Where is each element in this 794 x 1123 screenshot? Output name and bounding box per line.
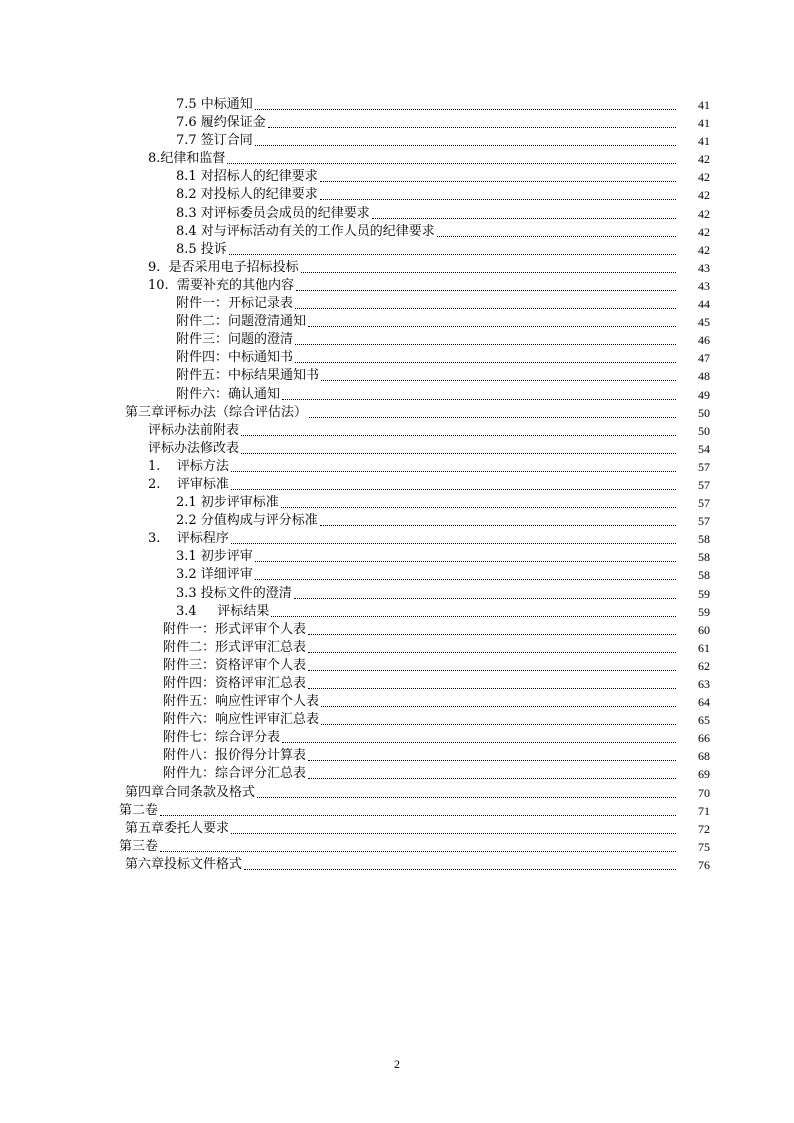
toc-entry-page: 42 [698, 224, 710, 239]
toc-entry-leader [176, 585, 678, 603]
toc-entry[interactable] [0, 331, 794, 349]
dot-leader [308, 687, 676, 689]
dot-leader [231, 542, 676, 544]
toc-entry[interactable] [0, 747, 794, 765]
toc-entry-page: 59 [698, 604, 710, 619]
toc-entry-page: 63 [698, 677, 710, 691]
toc-entry[interactable] [0, 422, 794, 440]
toc-entry-page: 42 [698, 170, 710, 185]
dot-leader [295, 361, 676, 363]
toc-entry-leader [176, 295, 678, 313]
toc-entry-page: 57 [698, 514, 710, 529]
toc-entry-page: 65 [698, 713, 710, 728]
toc-entry-page: 58 [698, 568, 710, 583]
toc-entry-page: 57 [698, 459, 710, 474]
dot-leader [295, 307, 676, 309]
toc-entry-title: 附件六：确认通知 [176, 386, 281, 402]
toc-entry-page: 61 [698, 640, 710, 655]
dot-leader [296, 289, 676, 291]
toc-entry-page: 42 [698, 188, 710, 203]
toc-entry-page: 75 [698, 839, 710, 854]
toc-entry-leader [163, 675, 678, 693]
toc-entry[interactable] [0, 856, 794, 874]
dot-leader [308, 633, 676, 635]
toc-entry-title: 附件一：形式评审个人表 [163, 621, 307, 637]
dot-leader [308, 325, 676, 327]
toc-entry-page: 66 [698, 731, 710, 746]
toc-entry[interactable] [0, 675, 794, 693]
toc-entry-title: 附件二：问题澄清通知 [176, 314, 307, 330]
toc-entry-leader [163, 621, 678, 639]
toc-entry[interactable] [0, 168, 794, 186]
toc-entry-title: 附件三：资格评审个人表 [163, 657, 307, 673]
dot-leader [281, 506, 676, 508]
toc-entry-title: 8.2 对投标人的纪律要求 [176, 187, 318, 203]
toc-entry-page: 45 [698, 315, 710, 330]
toc-entry-leader [125, 784, 678, 802]
toc-entry-leader [176, 566, 678, 584]
dot-leader [282, 398, 676, 400]
toc-entry-page: 41 [698, 134, 710, 149]
dot-leader [231, 470, 676, 472]
toc-entry-page: 44 [698, 297, 710, 312]
dot-leader [255, 560, 676, 562]
dot-leader [257, 796, 676, 798]
toc-entry-page: 41 [698, 98, 710, 112]
toc-entry-leader [176, 168, 678, 186]
toc-entry[interactable] [0, 132, 794, 150]
toc-entry-page: 47 [698, 351, 710, 366]
dot-leader [320, 524, 676, 526]
toc-entry-title: 8.3 对评标委员会成员的纪律要求 [176, 205, 370, 221]
toc-entry[interactable] [0, 440, 794, 458]
dot-leader [294, 597, 676, 599]
toc-entry-leader [176, 132, 678, 150]
dot-leader [227, 162, 676, 164]
toc-entry[interactable] [0, 585, 794, 603]
toc-entry-title: 附件一：开标记录表 [176, 296, 294, 312]
toc-entry[interactable] [0, 548, 794, 566]
toc-entry-page: 60 [698, 622, 710, 637]
dot-leader [320, 180, 676, 182]
toc-entry-page: 57 [698, 496, 710, 511]
toc-entry[interactable] [0, 223, 794, 241]
toc-entry-leader [163, 693, 678, 711]
toc-entry-title: 7.6 履约保证金 [176, 115, 266, 131]
toc-entry-page: 59 [698, 586, 710, 601]
dot-leader [160, 850, 676, 852]
toc-entry-page: 48 [698, 369, 710, 384]
dot-leader [229, 253, 676, 255]
toc-entry-title: 评标办法前附表 [148, 422, 240, 438]
toc-entry-leader [163, 747, 678, 765]
toc-entry-title: 3.1 初步评审 [176, 549, 253, 565]
toc-entry-title: 3.3 投标文件的澄清 [176, 585, 292, 601]
toc-entry-title: 第六章投标文件格式 [125, 856, 243, 872]
dot-leader [255, 144, 676, 146]
dot-leader [282, 741, 676, 743]
toc-entry-title: 附件九：综合评分汇总表 [163, 766, 307, 782]
toc-entry-page: 76 [698, 857, 710, 872]
toc-entry[interactable] [0, 186, 794, 204]
toc-entry-page: 71 [698, 803, 710, 818]
dot-leader [231, 488, 676, 490]
toc-entry-title: 附件六：响应性评审汇总表 [163, 712, 320, 728]
toc-entry-leader [176, 349, 678, 367]
toc-entry-leader [176, 548, 678, 566]
toc-entry-page: 46 [698, 333, 710, 348]
toc-entry-leader [163, 657, 678, 675]
toc-entry-leader [148, 422, 678, 440]
toc-entry-title: 2. 评审标准 [148, 476, 229, 492]
toc-entry-page: 49 [698, 387, 710, 402]
toc-entry-page: 43 [698, 278, 710, 293]
toc-entry-title: 第四章合同条款及格式 [125, 784, 256, 800]
toc-entry[interactable] [0, 458, 794, 476]
toc-entry[interactable] [0, 114, 794, 132]
toc-entry-title: 附件五：响应性评审个人表 [163, 694, 320, 710]
toc-entry-leader [148, 476, 678, 494]
toc-entry-title: 8.纪律和监督 [148, 151, 226, 167]
toc-entry-leader [148, 458, 678, 476]
toc-entry[interactable] [0, 711, 794, 729]
toc-entry[interactable] [0, 820, 794, 838]
toc-entry-leader [176, 331, 678, 349]
dot-leader [255, 108, 676, 110]
toc-entry-leader [119, 802, 678, 820]
dot-leader [308, 777, 676, 779]
toc-entry-title: 附件八：报价得分计算表 [163, 748, 307, 764]
dot-leader [308, 651, 676, 653]
dot-leader [372, 217, 676, 219]
toc-entry-title: 8.4 对与评标活动有关的工作人员的纪律要求 [176, 223, 435, 239]
toc-entry[interactable] [0, 512, 794, 530]
toc-entry-title: 附件四：资格评审汇总表 [163, 676, 307, 691]
toc-entry-title: 8.1 对招标人的纪律要求 [176, 169, 318, 185]
dot-leader [320, 198, 676, 200]
toc-entry-title: 评标办法修改表 [148, 440, 240, 456]
toc-entry-leader [176, 114, 678, 132]
toc-entry[interactable] [0, 313, 794, 331]
toc-entry-title: 附件五：中标结果通知书 [176, 368, 320, 384]
toc-entry[interactable] [0, 530, 794, 548]
dot-leader [295, 343, 676, 345]
table-of-contents [0, 96, 794, 874]
toc-entry-title: 附件二：形式评审汇总表 [163, 639, 307, 655]
toc-entry-page: 68 [698, 749, 710, 764]
toc-entry-page: 42 [698, 152, 710, 167]
toc-entry-leader [176, 186, 678, 204]
toc-entry[interactable] [0, 802, 794, 820]
toc-entry-page: 43 [698, 260, 710, 275]
toc-entry-leader [125, 820, 678, 838]
toc-entry-title: 9. 是否采用电子招标投标 [148, 259, 299, 275]
dot-leader [308, 759, 676, 761]
toc-entry[interactable] [0, 765, 794, 783]
toc-entry-title: 1. 评标方法 [148, 458, 229, 474]
toc-entry-leader [163, 765, 678, 783]
toc-entry-title: 3.2 详细评审 [176, 567, 253, 583]
dot-leader [321, 379, 676, 381]
toc-entry-leader [176, 205, 678, 223]
toc-entry-title: 附件三：问题的澄清 [176, 332, 294, 348]
dot-leader [241, 452, 676, 454]
toc-entry-page: 50 [698, 423, 710, 438]
toc-entry-page: 42 [698, 206, 710, 221]
toc-entry-leader [119, 838, 678, 856]
toc-entry-leader [176, 386, 678, 404]
toc-entry[interactable] [0, 838, 794, 856]
toc-entry-leader [163, 711, 678, 729]
toc-entry-title: 第三卷 [119, 838, 159, 854]
toc-entry-title: 第五章委托人要求 [125, 820, 230, 836]
toc-entry-leader [163, 729, 678, 747]
toc-entry-page: 58 [698, 550, 710, 565]
toc-entry-page: 41 [698, 116, 710, 131]
toc-entry-title: 第二卷 [119, 802, 159, 818]
toc-entry[interactable] [0, 639, 794, 657]
toc-entry-leader [176, 96, 678, 114]
dot-leader [321, 723, 676, 725]
dot-leader [160, 814, 676, 816]
toc-entry[interactable] [0, 784, 794, 802]
toc-entry-leader [148, 277, 678, 295]
dot-leader [437, 235, 676, 237]
toc-entry-page: 72 [698, 821, 710, 836]
toc-entry[interactable] [0, 386, 794, 404]
toc-entry[interactable] [0, 277, 794, 295]
toc-entry-leader [176, 223, 678, 241]
toc-entry-title: 第三章评标办法（综合评估法） [125, 404, 308, 420]
toc-entry[interactable] [0, 349, 794, 367]
toc-entry[interactable] [0, 494, 794, 512]
dot-leader [321, 705, 676, 707]
toc-entry-page: 62 [698, 658, 710, 673]
toc-entry[interactable] [0, 693, 794, 711]
toc-entry-leader [148, 150, 678, 168]
dot-leader [241, 434, 676, 436]
dot-leader [255, 578, 676, 580]
toc-entry-page: 64 [698, 695, 710, 710]
toc-entry-title: 2.2 分值构成与评分标准 [176, 513, 318, 529]
toc-entry[interactable] [0, 476, 794, 494]
toc-entry-leader [148, 259, 678, 277]
toc-entry-leader [176, 367, 678, 385]
toc-entry-leader [148, 530, 678, 548]
toc-entry-title: 10. 需要补充的其他内容 [148, 277, 294, 293]
page-number: 2 [394, 1057, 400, 1071]
toc-entry[interactable] [0, 657, 794, 675]
toc-entry-leader [125, 404, 678, 422]
toc-entry[interactable] [0, 603, 794, 621]
dot-leader [301, 271, 676, 273]
toc-entry-leader [163, 639, 678, 657]
dot-leader [308, 669, 676, 671]
toc-entry[interactable] [0, 241, 794, 259]
toc-entry[interactable] [0, 566, 794, 584]
toc-entry[interactable] [0, 621, 794, 639]
toc-entry-page: 69 [698, 767, 710, 782]
toc-entry-leader [176, 494, 678, 512]
toc-entry[interactable] [0, 295, 794, 313]
dot-leader [271, 615, 676, 617]
toc-entry[interactable] [0, 404, 794, 422]
toc-entry-title: 3. 评标程序 [148, 531, 229, 547]
toc-entry-leader [148, 440, 678, 458]
dot-leader [268, 126, 676, 128]
toc-entry-page: 50 [698, 405, 710, 420]
dot-leader [231, 832, 676, 834]
toc-entry-leader [176, 512, 678, 530]
dot-leader [244, 868, 676, 870]
toc-entry-leader [176, 313, 678, 331]
toc-entry[interactable] [0, 367, 794, 385]
toc-entry-page: 54 [698, 441, 710, 456]
toc-entry-title: 附件七：综合评分表 [163, 730, 281, 746]
toc-entry[interactable] [0, 259, 794, 277]
toc-entry-title: 8.5 投诉 [176, 241, 227, 257]
toc-entry[interactable] [0, 729, 794, 747]
dot-leader [309, 416, 676, 418]
toc-entry[interactable] [0, 150, 794, 168]
toc-entry-title: 2.1 初步评审标准 [176, 495, 279, 511]
toc-entry-leader [176, 603, 678, 621]
toc-entry-leader [125, 856, 678, 874]
toc-entry-title: 7.7 签订合同 [176, 133, 253, 149]
toc-entry-title: 3.4 评标结果 [176, 603, 270, 619]
toc-entry-title: 7.5 中标通知 [176, 97, 253, 112]
toc-entry-page: 57 [698, 477, 710, 492]
toc-entry-page: 58 [698, 532, 710, 547]
toc-entry-leader [176, 241, 678, 259]
toc-entry-page: 42 [698, 242, 710, 257]
toc-entry-page: 70 [698, 785, 710, 800]
toc-entry[interactable] [0, 205, 794, 223]
toc-entry-title: 附件四：中标通知书 [176, 350, 294, 366]
toc-entry[interactable] [0, 96, 794, 114]
